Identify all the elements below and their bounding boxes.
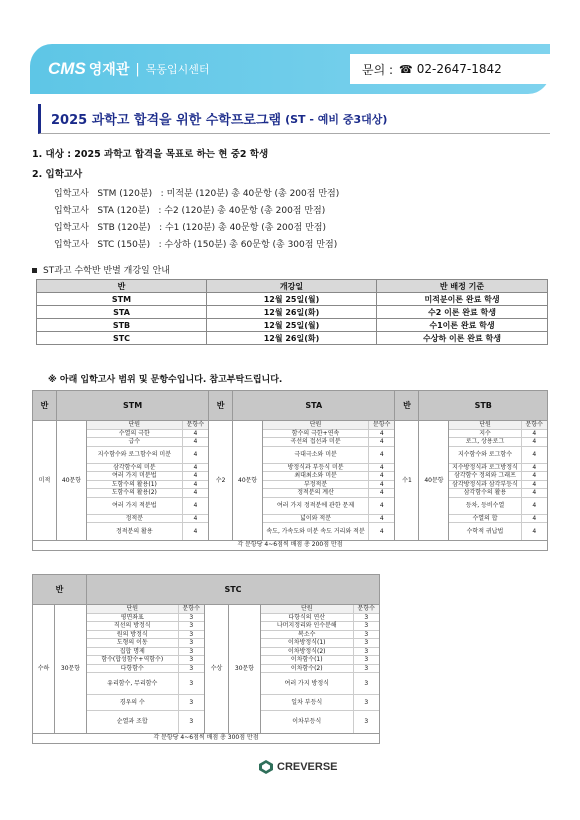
- count-cell: 40문항: [57, 421, 87, 541]
- unit-name: 경우의 수: [87, 695, 178, 711]
- exam-line: 입학고사 STM (120분) : 미적분 (120분) 총 40문항 (총 200점 만점): [54, 189, 340, 199]
- unit-name: 속도, 가속도와 미분 속도 거리와 적분: [263, 523, 368, 540]
- unit-name: 여러 가지 정적분에 관한 문제: [263, 497, 368, 514]
- unit-count: 4: [521, 446, 547, 463]
- unit-list: [449, 421, 548, 541]
- unit-header: 단원: [449, 421, 521, 429]
- ban-header: 반: [33, 575, 87, 605]
- unit-count: 4: [182, 514, 208, 523]
- unit-name: 이차방정식(1): [261, 639, 353, 648]
- unit-name: 삼각함수의 미분: [87, 463, 182, 472]
- unit-header: 단원: [87, 421, 182, 429]
- count-header: 문항수: [368, 421, 394, 429]
- unit-count: 4: [521, 438, 547, 447]
- unit-count: 4: [368, 446, 394, 463]
- col-header: 반: [37, 280, 207, 293]
- subject-cell: 수2: [209, 421, 233, 541]
- unit-name: 유리함수, 무리함수: [87, 673, 178, 695]
- unit-count: 4: [521, 429, 547, 438]
- unit-name: 도함수의 활용(2): [87, 489, 182, 498]
- unit-count: 4: [182, 438, 208, 447]
- group-header: STM: [57, 391, 209, 421]
- range-table-1: [32, 390, 548, 551]
- count-cell: 30문항: [229, 605, 261, 734]
- count-header: 문항수: [178, 605, 204, 613]
- unit-table: [263, 421, 394, 540]
- center-name: 목동입시센터: [145, 63, 210, 76]
- unit-header: 단원: [261, 605, 353, 613]
- unit-list: [261, 605, 380, 734]
- unit-table: [261, 605, 379, 733]
- unit-name: 급수: [87, 438, 182, 447]
- count-cell: 40문항: [419, 421, 449, 541]
- cell: 수상하 이론 완료 학생: [377, 332, 548, 345]
- cell: 수1이론 완료 학생: [377, 319, 548, 332]
- schedule-table: [36, 279, 548, 345]
- cell: 미적분이론 완료 학생: [377, 293, 548, 306]
- unit-count: 4: [521, 480, 547, 489]
- unit-count: 3: [353, 613, 379, 622]
- unit-name: 정적분의 활용: [87, 523, 182, 540]
- unit-count: 3: [178, 664, 204, 673]
- unit-count: 3: [353, 630, 379, 639]
- unit-name: 이차함수(1): [261, 656, 353, 665]
- unit-table: [87, 605, 204, 733]
- unit-count: 4: [182, 429, 208, 438]
- unit-count: 4: [368, 497, 394, 514]
- unit-count: 4: [521, 489, 547, 498]
- count-header: 문항수: [353, 605, 379, 613]
- cell: 12월 26일(화): [207, 306, 377, 319]
- unit-count: 3: [364, 718, 369, 725]
- title-small: (ST - 예비 중3대상): [285, 112, 388, 126]
- unit-count: 3: [353, 664, 379, 673]
- unit-name: 다항식의 연산: [261, 613, 353, 622]
- table-row: [37, 319, 548, 332]
- unit-count: 3: [353, 656, 379, 665]
- count-header: 문항수: [521, 421, 547, 429]
- subject-cell: 수하: [33, 605, 55, 734]
- unit-name: 정적분의 계산: [263, 489, 368, 498]
- unit-name: 직선의 방정식: [87, 622, 178, 631]
- unit-name: 수열의 합: [449, 514, 521, 523]
- cms-logo: CMS: [48, 59, 86, 78]
- count-header: 문항수: [182, 421, 208, 429]
- unit-count: 4: [521, 497, 547, 514]
- cell: 12월 26일(화): [207, 332, 377, 345]
- unit-name: 지수함수와 로그함수의 미분: [87, 446, 182, 463]
- cell: STM: [37, 293, 207, 306]
- unit-count: 3: [353, 695, 379, 711]
- unit-count: 4: [368, 514, 394, 523]
- subject-cell: 수1: [395, 421, 419, 541]
- unit-count: 4: [368, 489, 394, 498]
- unit-count: 3: [178, 639, 204, 648]
- subject-cell: 수상: [205, 605, 229, 734]
- unit-count: 4: [521, 463, 547, 472]
- cell: 수2 이론 완료 학생: [377, 306, 548, 319]
- section-exam: 2. 입학고사: [32, 169, 83, 180]
- cell: 12월 25일(월): [207, 293, 377, 306]
- col-header: 반 배정 기준: [377, 280, 548, 293]
- unit-table: [87, 421, 208, 540]
- unit-count: 4: [193, 527, 198, 535]
- unit-count: 3: [178, 673, 204, 695]
- unit-list: [87, 605, 205, 734]
- unit-count: 3: [178, 647, 204, 656]
- cell: STC: [37, 332, 207, 345]
- unit-count: 3: [178, 656, 204, 665]
- unit-name: 여러 가지 방정식: [261, 673, 353, 695]
- unit-list: [87, 421, 209, 541]
- unit-name: 지수: [449, 429, 521, 438]
- square-bullet-icon: [32, 268, 37, 273]
- page-title: [38, 104, 550, 134]
- unit-count: 4: [368, 480, 394, 489]
- unit-count: 3: [353, 673, 379, 695]
- header-banner: [30, 44, 550, 94]
- unit-count: 3: [189, 718, 194, 725]
- exam-line: 입학고사 STA (120분) : 수2 (120분) 총 40문항 (총 200점 만점): [54, 206, 326, 216]
- unit-count: 4: [368, 429, 394, 438]
- unit-count: 4: [182, 497, 208, 514]
- unit-name: 이차함수(2): [261, 664, 353, 673]
- unit-name: 수열의 극한: [87, 429, 182, 438]
- unit-name: 이차부등식: [261, 711, 353, 733]
- cell: 12월 25일(월): [207, 319, 377, 332]
- unit-count: 4: [182, 446, 208, 463]
- range-notice: ※ 아래 입학고사 범위 및 문항수입니다. 참고부탁드립니다.: [48, 375, 283, 385]
- unit-name: 삼각함수의 활용: [449, 489, 521, 498]
- unit-count: 3: [178, 695, 204, 711]
- header-divider: |: [135, 61, 140, 77]
- unit-name: 곡선의 접선과 미분: [263, 438, 368, 447]
- unit-name: 나머지정리와 인수분해: [261, 622, 353, 631]
- ban-header: 반: [209, 391, 233, 421]
- unit-count: 3: [178, 613, 204, 622]
- unit-count: 4: [182, 472, 208, 481]
- unit-count: 4: [182, 489, 208, 498]
- unit-name: 지수함수와 로그함수: [449, 446, 521, 463]
- unit-name: 수학적 귀납법: [449, 523, 521, 540]
- unit-count: 3: [178, 622, 204, 631]
- cell: STB: [37, 319, 207, 332]
- phone-icon: ☎: [399, 62, 413, 76]
- unit-name: 방정식과 부등식 미분: [263, 463, 368, 472]
- unit-name: 부정적분: [263, 480, 368, 489]
- unit-name: 함수의 극한+연속: [263, 429, 368, 438]
- unit-name: 집합 명제: [87, 647, 178, 656]
- unit-count: 3: [353, 647, 379, 656]
- unit-name: 일차 부등식: [261, 695, 353, 711]
- contact-label: 문의 :: [362, 62, 394, 77]
- table-row: [37, 332, 548, 345]
- unit-count: 4: [182, 463, 208, 472]
- group-header: STA: [233, 391, 395, 421]
- schedule-heading: [32, 263, 170, 276]
- range-table-2: [32, 574, 380, 744]
- score-footnote: 각 문항당 4~6점씩 배점 총 200점 만점: [33, 540, 548, 550]
- exam-line: 입학고사 STC (150분) : 수상하 (150분) 총 60문항 (총 300점 만점): [54, 240, 338, 250]
- unit-name: 여러 가지 미분법: [87, 472, 182, 481]
- schedule-title: ST과고 수학반 반별 개강일 안내: [43, 266, 170, 276]
- subject-cell: 미적: [33, 421, 57, 541]
- unit-count: 4: [521, 514, 547, 523]
- unit-name: 최대최소와 미분: [263, 472, 368, 481]
- unit-name: 이차방정식(2): [261, 647, 353, 656]
- unit-count: 4: [532, 527, 537, 535]
- unit-count: 4: [521, 472, 547, 481]
- group-header: STC: [87, 575, 380, 605]
- creverse-text: CREVERSE: [277, 761, 338, 773]
- unit-name: 평면좌표: [87, 613, 178, 622]
- unit-name: 함수(합성함수+역함수): [87, 656, 178, 665]
- unit-name: 복소수: [261, 630, 353, 639]
- unit-name: 로그, 상용로그: [449, 438, 521, 447]
- section-target: 1. 대상 : 2025 과학고 합격을 목표로 하는 현 중2 학생: [32, 149, 269, 160]
- count-cell: 40문항: [233, 421, 263, 541]
- unit-name: 다항함수: [87, 664, 178, 673]
- unit-count: 4: [379, 527, 384, 535]
- unit-name: 순열과 조합: [87, 711, 178, 733]
- table-row: [37, 293, 548, 306]
- unit-name: 원의 방정식: [87, 630, 178, 639]
- unit-name: 등차, 등비수열: [449, 497, 521, 514]
- table-row: [37, 306, 548, 319]
- unit-list: [263, 421, 395, 541]
- unit-name: 삼각방정식과 삼각부등식: [449, 480, 521, 489]
- unit-name: 여러 가지 적분법: [87, 497, 182, 514]
- unit-table: [449, 421, 547, 540]
- col-header: 개강일: [207, 280, 377, 293]
- creverse-mark-icon: [259, 760, 273, 774]
- creverse-logo: [259, 760, 338, 774]
- unit-header: 단원: [87, 605, 178, 613]
- exam-line: 입학고사 STB (120분) : 수1 (120분) 총 40문항 (총 200점 만점): [54, 223, 326, 233]
- unit-count: 3: [178, 630, 204, 639]
- title-main: 2025 과학고 합격을 위한 수학프로그램: [51, 113, 282, 128]
- unit-name: 도함수의 활용(1): [87, 480, 182, 489]
- group-header: STB: [419, 391, 548, 421]
- unit-name: 지수방정식과 로그방정식: [449, 463, 521, 472]
- score-footnote: 각 문항당 4~6점씩 배점 총 300점 만점: [33, 733, 380, 743]
- unit-count: 4: [182, 480, 208, 489]
- unit-header: 단원: [263, 421, 368, 429]
- unit-count: 4: [368, 463, 394, 472]
- unit-name: 극대극소와 미분: [263, 446, 368, 463]
- unit-count: 4: [368, 438, 394, 447]
- unit-count: 3: [353, 622, 379, 631]
- count-cell: 30문항: [55, 605, 87, 734]
- unit-name: 삼각함수 정의와 그래프: [449, 472, 521, 481]
- unit-count: 4: [368, 472, 394, 481]
- unit-name: 정적분: [87, 514, 182, 523]
- contact-box: [350, 54, 550, 84]
- unit-name: 넓이와 적분: [263, 514, 368, 523]
- ban-header: 반: [33, 391, 57, 421]
- brand-name: 영재관: [88, 62, 130, 78]
- unit-name: 도형의 이동: [87, 639, 178, 648]
- phone-number: 02-2647-1842: [416, 62, 502, 76]
- ban-header: 반: [395, 391, 419, 421]
- unit-count: 3: [353, 639, 379, 648]
- cell: STA: [37, 306, 207, 319]
